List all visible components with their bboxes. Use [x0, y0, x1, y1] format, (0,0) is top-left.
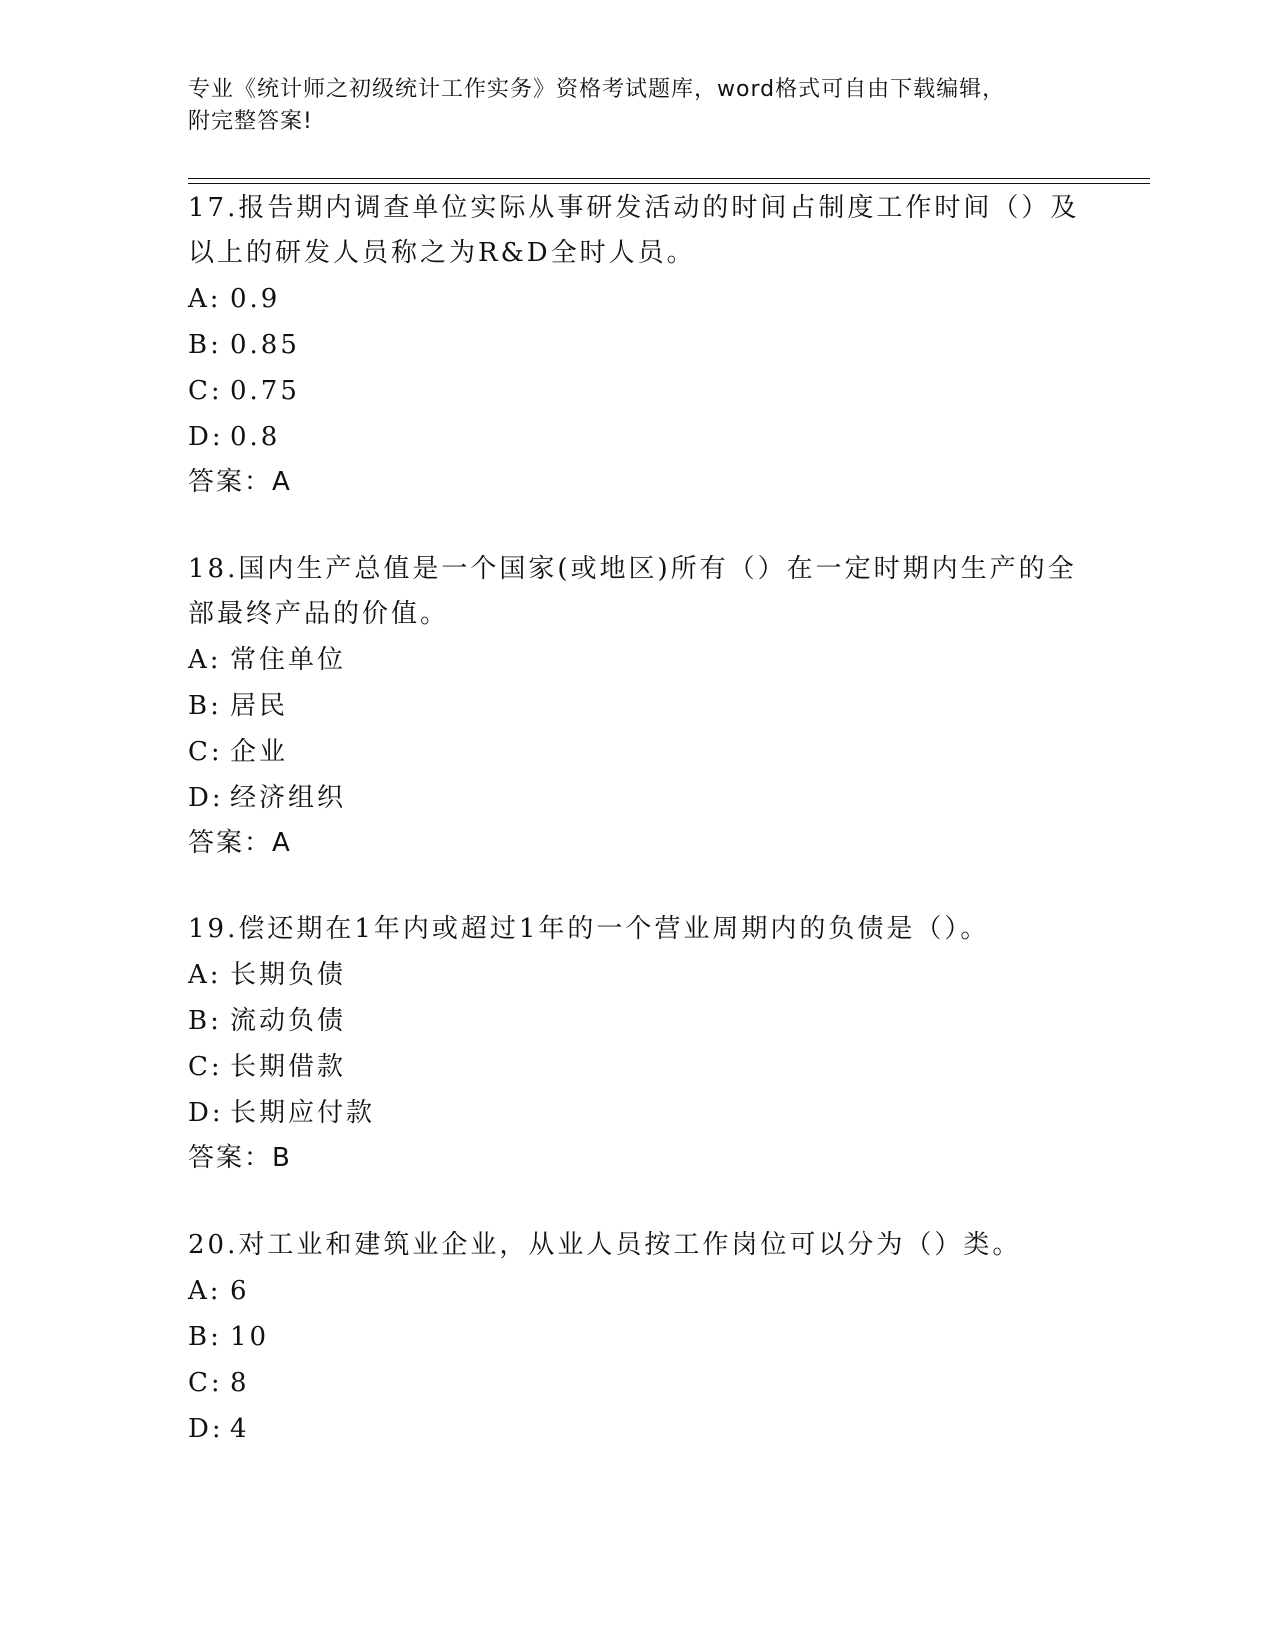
option-label: A:	[188, 645, 222, 675]
document-header	[188, 74, 1068, 138]
option-label: B:	[188, 330, 222, 360]
option-c	[188, 368, 1108, 414]
option-text: 常住单位	[230, 645, 347, 675]
question-stem: 19.偿还期在1年内或超过1年的一个营业周期内的负债是（）。	[188, 914, 990, 944]
question-stem: 20.对工业和建筑业企业，从业人员按工作岗位可以分为（）类。	[188, 1230, 1022, 1260]
question-20	[188, 1223, 1108, 1452]
option-a	[188, 1268, 1108, 1314]
option-text: 长期借款	[230, 1052, 347, 1082]
option-label: B:	[188, 1322, 222, 1352]
option-d	[188, 1090, 1108, 1136]
option-text: 经济组织	[230, 783, 347, 813]
option-text: 长期负债	[230, 960, 347, 990]
option-d	[188, 414, 1108, 460]
question-stem: 18.国内生产总值是一个国家(或地区)所有（）在一定时期内生产的全	[188, 554, 1077, 584]
option-a	[188, 952, 1108, 998]
option-label: D:	[188, 1098, 224, 1128]
option-text: 0.75	[230, 376, 300, 406]
question-stem: 17.报告期内调查单位实际从事研发活动的时间占制度工作时间（）及	[188, 193, 1080, 223]
option-text: 企业	[230, 737, 289, 767]
answer-line: 答案：A	[188, 467, 292, 497]
question-17	[188, 186, 1108, 504]
header-line-2: 附完整答案!	[188, 109, 313, 134]
option-label: C:	[188, 1052, 223, 1082]
header-divider-top	[188, 178, 1150, 179]
option-label: A:	[188, 960, 222, 990]
answer-line: 答案：A	[188, 828, 292, 858]
option-d	[188, 1406, 1108, 1452]
header-line-1: 专业《统计师之初级统计工作实务》资格考试题库，word格式可自由下载编辑，	[188, 77, 1006, 102]
option-text: 4	[230, 1414, 250, 1444]
option-text: 居民	[230, 691, 289, 721]
option-label: C:	[188, 737, 223, 767]
header-divider-bottom	[188, 183, 1150, 184]
option-text: 0.85	[230, 330, 300, 360]
option-label: A:	[188, 1276, 222, 1306]
option-label: B:	[188, 691, 222, 721]
option-label: A:	[188, 284, 222, 314]
option-label: D:	[188, 1414, 224, 1444]
option-text: 长期应付款	[230, 1098, 376, 1128]
option-text: 0.9	[230, 284, 281, 314]
option-c	[188, 1360, 1108, 1406]
option-text: 8	[230, 1368, 250, 1398]
option-label: B:	[188, 1006, 222, 1036]
question-stem-continued: 以上的研发人员称之为R&D全时人员。	[188, 238, 696, 268]
question-19	[188, 907, 1108, 1180]
option-a	[188, 637, 1108, 683]
option-b	[188, 1314, 1108, 1360]
option-label: D:	[188, 783, 224, 813]
question-18	[188, 547, 1108, 865]
option-d	[188, 775, 1108, 821]
question-stem-continued: 部最终产品的价值。	[188, 599, 450, 629]
option-text: 0.8	[230, 422, 281, 452]
option-a	[188, 276, 1108, 322]
option-text: 10	[230, 1322, 270, 1352]
option-label: C:	[188, 376, 223, 406]
option-text: 流动负债	[230, 1006, 347, 1036]
option-c	[188, 729, 1108, 775]
option-b	[188, 998, 1108, 1044]
option-b	[188, 683, 1108, 729]
option-b	[188, 322, 1108, 368]
answer-line: 答案：B	[188, 1143, 292, 1173]
option-c	[188, 1044, 1108, 1090]
option-text: 6	[230, 1276, 250, 1306]
option-label: C:	[188, 1368, 223, 1398]
option-label: D:	[188, 422, 224, 452]
